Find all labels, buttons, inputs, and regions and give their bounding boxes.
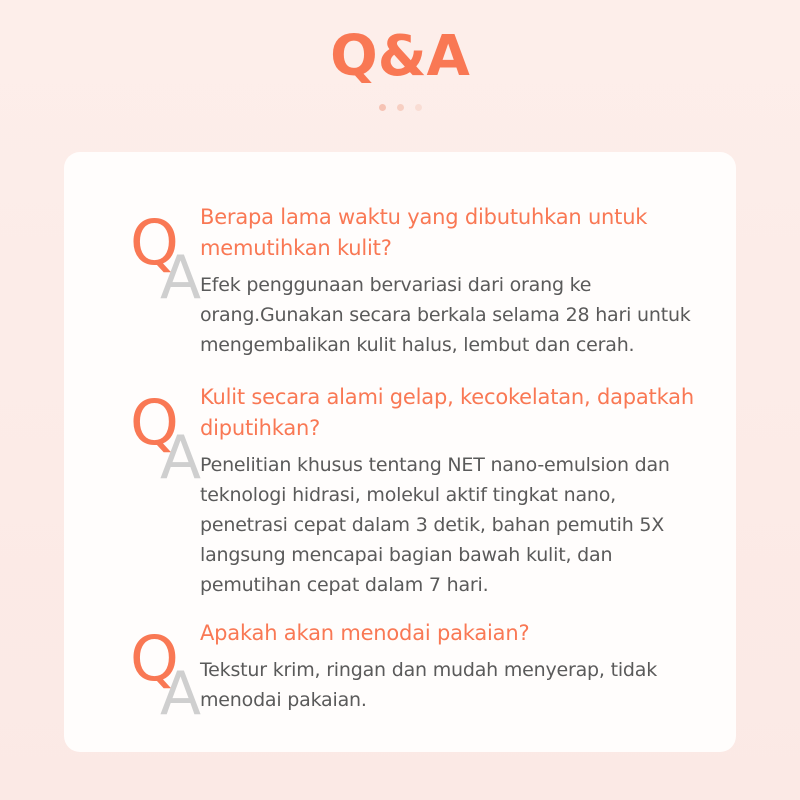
question-text: Kulit secara alami gelap, kecokelatan, dapatkah diputihkan? — [200, 385, 694, 440]
dot-1-icon — [379, 104, 386, 111]
dot-3-icon — [415, 104, 422, 111]
question-letter-icon: Q — [130, 622, 179, 695]
answer-letter-icon: A — [160, 423, 202, 493]
answer-letter-icon: A — [160, 243, 202, 313]
dot-indicator — [0, 104, 800, 111]
question-text: Berapa lama waktu yang dibutuhkan untuk memutihkan kulit? — [200, 205, 648, 260]
question-letter-icon: Q — [130, 386, 179, 459]
answer-text: Efek penggunaan bervariasi dari orang ke orang.Gunakan secara berkala selama 28 hari untuk mengembalikan kulit halus, lembut dan cerah. — [200, 274, 691, 356]
answer-text: Penelitian khusus tentang NET nano-emulsion dan teknologi hidrasi, molekul aktif tingkat nano, penetrasi cepat dalam 3 detik, bahan pemutih 5X langsung mencapai bagian bawah kulit, dan pemutihan cepat dalam 7 hari. — [200, 454, 670, 596]
qa-item — [94, 202, 706, 360]
answer-text: Tekstur krim, ringan dan mudah menyerap, tidak menodai pakaian. — [200, 659, 658, 711]
qa-item — [94, 382, 706, 600]
dot-2-icon — [397, 104, 404, 111]
page-header — [0, 0, 800, 111]
qa-marker — [130, 386, 208, 493]
qa-marker — [130, 206, 208, 313]
answer-letter-icon: A — [160, 659, 202, 729]
qa-marker — [130, 622, 208, 729]
qa-item — [94, 618, 706, 729]
question-letter-icon: Q — [130, 206, 179, 279]
page-title: Q&A — [330, 24, 470, 89]
question-text: Apakah akan menodai pakaian? — [200, 621, 530, 645]
qa-card — [64, 152, 736, 752]
